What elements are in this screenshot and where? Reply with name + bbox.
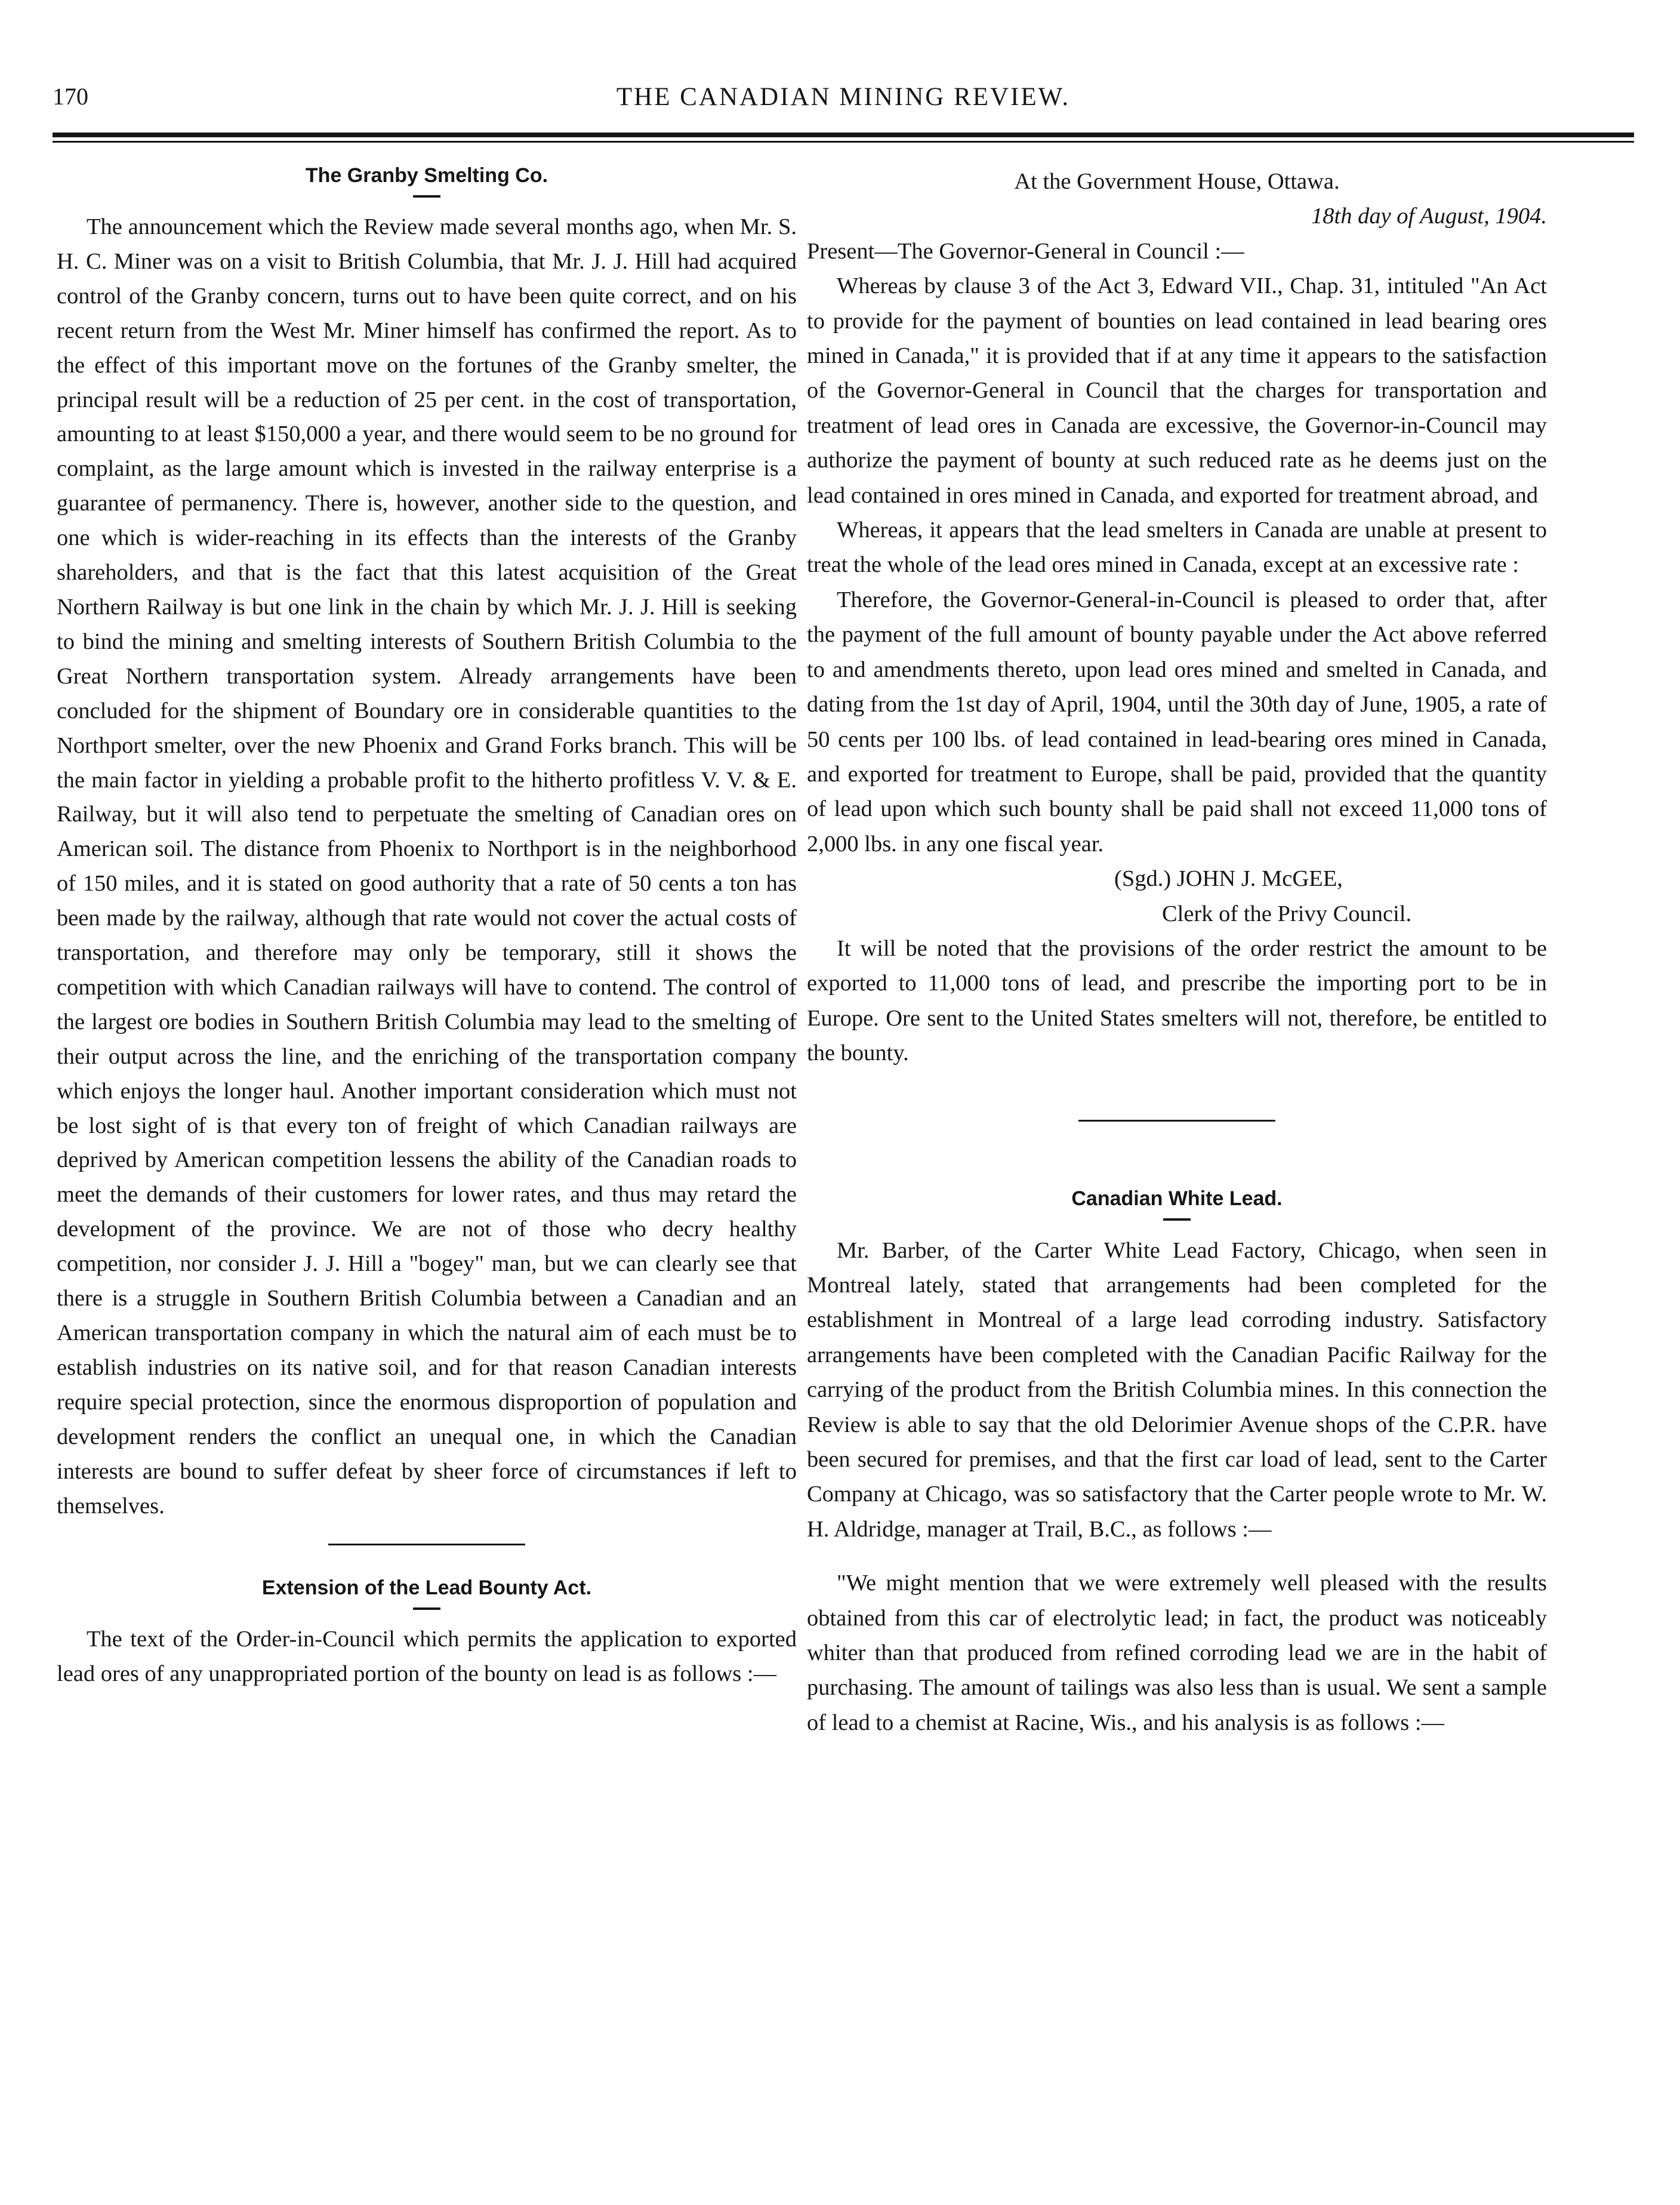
heading-dash	[413, 1607, 440, 1610]
signature-name: (Sgd.) JOHN J. McGEE,	[1114, 866, 1343, 892]
white-lead-paragraph-1: Mr. Barber, of the Carter White Lead Factory, Chicago, when seen in Montreal lately, stated that arrangements had been completed for the establishment in Montreal of a large lead corroding industry. Satisfactory arrangements have been completed with the Canadian Pacific Railway for the carrying of the product from the British Columbia mines. In this connection the Review is able to say that the old Delorimier Avenue shops of the C.P.R. have been secured for premises, and that the first car load of lead, sent to the Carter Company at Chicago, was so satisfactory that the Carter people wrote to Mr. W. H. Aldridge, manager at Trail, B.C., as follows :—	[807, 1237, 1547, 1542]
page-number: 170	[53, 83, 88, 110]
header-rule-thin	[53, 141, 1634, 143]
order-whereas-2: Whereas, it appears that the lead smelters in Canada are unable at present to treat the whole of the lead ores mined in Canada, except at an excessive rate :	[807, 518, 1547, 578]
order-whereas-1: Whereas by clause 3 of the Act 3, Edward VII., Chap. 31, intituled "An Act to provide for the payment of bounties on lead contained in lead bearing ores mined in Canada," it is provided that if at any time it appears to the satisfaction of the Governor-General in Council that the charges for transportation and treatment of lead ores in Canada are excessive, the Governor-in-Council may authorize the payment of bounty at such reduced rate as he deems just on the lead contained in ores mined in Canada, and exported for treatment abroad, and	[807, 273, 1547, 508]
order-note: It will be noted that the provisions of the order restrict the amount to be exported to 11,000 tons of lead, and prescribe the importing port to be in Europe. Ore sent to the United States smelters will not, therefore, be entitled to the bounty.	[807, 935, 1547, 1066]
order-present: Present—The Governor-General in Council :—	[807, 238, 1244, 264]
section-divider	[328, 1544, 525, 1545]
header-rule-thick	[53, 133, 1634, 137]
heading-dash	[413, 195, 440, 198]
order-place: At the Government House, Ottawa.	[1014, 169, 1340, 194]
section-divider	[1078, 1120, 1275, 1122]
lead-bounty-heading: Extension of the Lead Bounty Act.	[261, 1576, 592, 1600]
right-column	[807, 164, 1547, 1740]
lead-bounty-paragraph: The text of the Order-in-Council which permits the application to exported lead ores of any unappropriated portion of the bounty on lead is as follows :—	[57, 1627, 797, 1687]
white-lead-paragraph-2: "We might mention that we were extremely well pleased with the results obtained from this car of electrolytic lead; in fact, the product was noticeably whiter than that produced from refined corroding lead we are in the habit of purchasing. The amount of tailings was also less than is usual. We sent a sample of lead to a chemist at Racine, Wis., and his analysis is as follows :—	[807, 1570, 1547, 1735]
heading-dash	[1163, 1218, 1191, 1221]
granby-heading: The Granby Smelting Co.	[305, 164, 548, 187]
white-lead-heading: Canadian White Lead.	[1071, 1187, 1283, 1210]
left-column	[57, 164, 797, 1692]
order-therefore: Therefore, the Governor-General-in-Council is pleased to order that, after the payment of the full amount of bounty payable under the Act above referred to and amendments thereto, upon lead ores mined and smelted in Canada, and dating from the 1st day of April, 1904, until the 30th day of June, 1905, a rate of 50 cents per 100 lbs. of lead contained in lead-bearing ores mined in Canada, and exported for treatment to Europe, shall be paid, provided that the quantity of lead upon which such bounty shall be paid shall not exceed 11,000 tons of 2,000 lbs. in any one fiscal year.	[807, 587, 1547, 857]
order-date: 18th day of August, 1904.	[1311, 204, 1547, 229]
signature-title: Clerk of the Privy Council.	[1162, 901, 1412, 926]
granby-paragraph: The announcement which the Review made several months ago, when Mr. S. H. C. Miner was on a visit to British Columbia, that Mr. J. J. Hill had acquired control of the Granby concern, turns out to have been quite correct, and on his recent return from the West Mr. Miner himself has confirmed the report. As to the effect of this important move on the fortunes of the Granby smelter, the principal result will be a reduction of 25 per cent. in the cost of transportation, amounting to at least $150,000 a year, and there would seem to be no ground for complaint, as the large amount which is invested in the railway enterprise is a guarantee of permanency. There is, however, another side to the question, and one which is wider-reaching in its effects than the interests of the Granby shareholders, and that is the fact that this latest acquisition of the Great Northern Railway is but one link in the chain by which Mr. J. J. Hill is seeking to bind the mining and smelting interests of Southern British Columbia to the Great Northern transportation system. Already arrangements have been concluded for the shipment of Boundary ore in considerable quantities to the Northport smelter, over the new Phoenix and Grand Forks branch. This will be the main factor in yielding a probable profit to the hitherto profitless V. V. & E. Railway, but it will also tend to perpetuate the smelting of Canadian ores on American soil. The distance from Phoenix to Northport is in the neighborhood of 150 miles, and it is stated on good authority that a rate of 50 cents a ton has been made by the railway, although that rate would not cover the actual costs of transportation, and therefore may only be temporary, still it shows the competition with which Canadian railways will have to contend. The control of the largest ore bodies in Southern British Columbia may lead to the smelting of their output across the line, and the enriching of the transportation company which enjoys the longer haul. Another important consideration which must not be lost sight of is that every ton of freight of which Canadian railways are deprived by American competition lessens the ability of the Canadian roads to meet the demands of their customers for lower rates, and thus may retard the development of the province. We are not of those who decry healthy competition, nor consider J. J. Hill a "bogey" man, but we can clearly see that there is a struggle in Southern British Columbia between a Canadian and an American transportation company in which the natural aim of each must be to establish industries on its native soil, and for that reason Canadian interests require special protection, since the enormous disproportion of population and development renders the conflict an unequal one, in which the Canadian interests are bound to suffer defeat by sheer force of circumstances if left to themselves.	[57, 214, 797, 1519]
page-header	[53, 82, 1634, 124]
running-title: THE CANADIAN MINING REVIEW.	[616, 83, 1071, 111]
